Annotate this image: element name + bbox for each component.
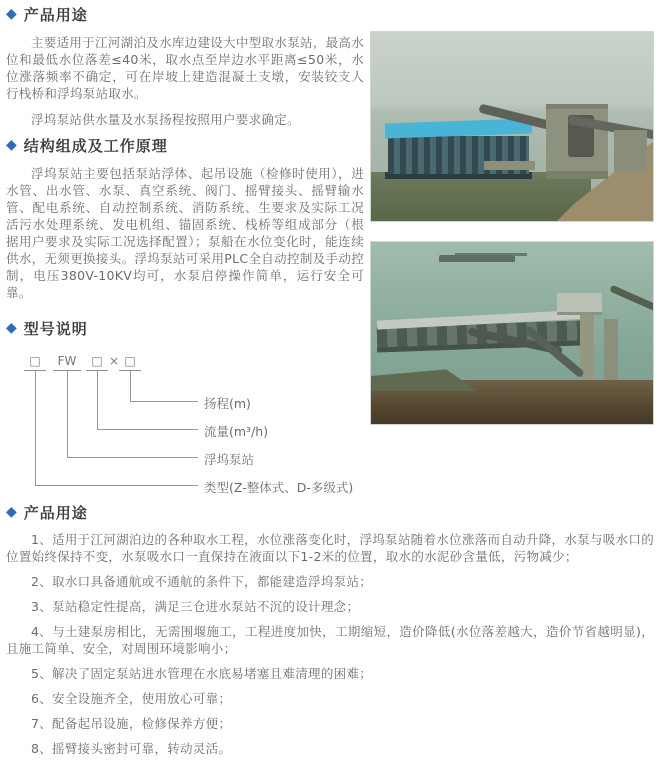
section-product-usage [6,4,364,128]
diamond-icon: ◆ [6,503,17,520]
diamond-icon: ◆ [6,319,17,336]
section-heading [6,4,364,25]
feature-item: 5、解决了固定泵站进水管理在水底易堵塞且难清理的困难； [31,666,373,681]
diagram-label-fw: 浮坞泵站 [204,452,255,467]
feature-item: 7、配备起吊设施，检修保养方便； [31,716,232,731]
heading-text: 产品用途 [23,504,88,522]
feature-item: 1、适用于江河湖泊边的各种取水工程，水位涨落变化时，浮坞泵站随着水位涨落而自动升降，水泵与吸水口的位置始终保持不变，水泵吸水口一直保持在液面以下1-2米的位置，取水的水泥砂含量低，污物减少； [6,532,654,564]
heading-text: 结构组成及工作原理 [23,137,168,155]
shore-pipe [609,284,654,316]
diagram-label-type: 类型(Z-整体式、D-多级式) [204,480,354,495]
model-multiply-sign: × [108,354,120,368]
feature-item: 6、安全设施齐全，使用放心可靠； [31,691,232,706]
structure-paragraph: 浮坞泵站主要包括泵站浮体、起吊设施（检修时使用），进水管、出水管、水泵、真空系统、阀门、摇臂接头、摇臂输水管、配电系统、自动控制系统、消防系统、生要求及实际工况活污水处理系统、发电机组、锚固系统、栈桥等组成部分（根据用户要求及实际工况选择配置）；泵船在水位变化时，能连续供水，无须更换接头。浮坞泵站可采用PLC全自动控制及手动控制，电压380V-10KV均可，水泵启停操作简单，运行安全可靠。 [6,166,364,300]
model-box-type: □ [24,354,46,371]
section-model [6,318,364,504]
section-structure [6,135,364,301]
leader-line-type [35,371,198,486]
model-code-fw: FW [53,354,81,371]
model-code-diagram [6,354,364,504]
feature-item: 2、取水口具备通航或不通航的条件下，都能建造浮坞泵站； [31,574,373,589]
control-cabin [557,293,602,315]
platform [484,161,535,170]
heading-text: 产品用途 [23,6,88,24]
concrete-support [614,130,648,172]
model-box-flow: □ [86,354,108,371]
feature-item: 8、摇臂接头密封可靠，转动灵活。 [31,741,232,756]
feature-item: 3、泵站稳定性提高，满足三仓进水泵站不沉的设计理念； [31,599,360,614]
photo-pump-station-barge [370,241,654,425]
model-box-head: □ [119,354,141,371]
section-features [6,502,654,765]
diamond-icon: ◆ [6,136,17,153]
diagram-label-head: 扬程(m) [204,396,251,411]
photo-pump-station-blue-roof [370,31,654,222]
heading-text: 型号说明 [23,320,88,338]
section-heading [6,502,654,523]
usage-paragraph: 主要适用于江河湖泊及水库边建设大中型取水泵站，最高水位和最低水位落差≤40米，取水点至岸边水平距离≤50米，水位涨落频率不确定，可在岸坡上建造混凝土支墩，安装铰支人行栈桥和浮坞泵站取水。 [6,35,364,101]
section-heading [6,135,364,156]
feature-item: 4、与土建泵房相比，无需围堰施工，工程进度加快，工期缩短，造价降低(水位落差越大，造价节省越明显)，且施工简单、安全，对周围环境影响小； [6,624,654,656]
feature-list [6,531,654,757]
section-heading [6,318,364,339]
distant-ship [439,255,515,262]
usage-paragraph: 浮坞泵站供水量及水泵扬程按照用户要求确定。 [31,112,300,127]
diagram-label-flow: 流量(m³/h) [204,424,269,439]
diamond-icon: ◆ [6,5,17,22]
